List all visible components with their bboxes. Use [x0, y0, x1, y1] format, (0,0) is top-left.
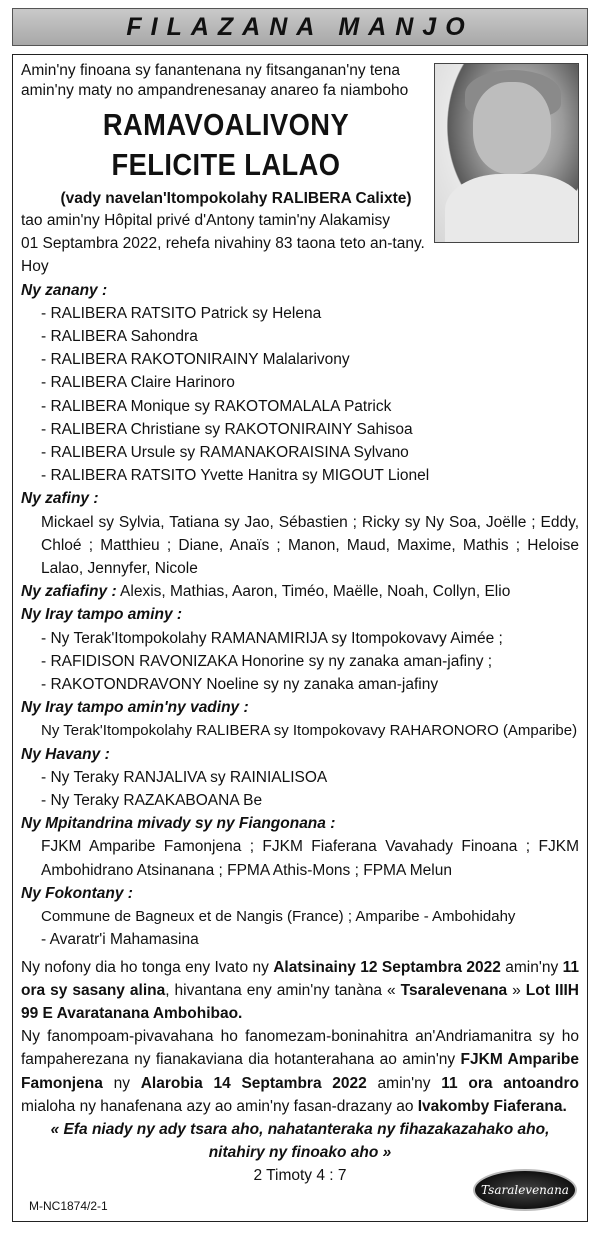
tsaralevenana-logo	[473, 1169, 577, 1211]
list-item: - RALIBERA RAKOTONIRAINY Malalarivony	[41, 351, 350, 369]
service-time: 11 ora antoandro	[441, 1074, 579, 1092]
service-church: FJKM Amparibe Famonjena	[21, 1051, 580, 1092]
arrival-date: Alatsinainy 12 Septambra 2022	[273, 958, 501, 976]
list-item: - RALIBERA Christiane sy RAKOTONIRAINY Sahisoa	[41, 420, 413, 438]
death-line-2: 01 Septambra 2022, rehefa nivahiny 83 taona teto an-tany.	[21, 235, 425, 253]
list-item: - RAKOTONDRAVONY Noeline sy ny zanaka aman-jafiny	[41, 676, 439, 694]
relatives-heading: Ny Havany :	[21, 745, 110, 763]
arrival-paragraph	[21, 956, 579, 1026]
header-title: FILAZANA MANJO	[126, 12, 474, 41]
arrival-text: »	[507, 981, 526, 999]
list-item: - RALIBERA Claire Harinoro	[41, 374, 235, 392]
burial-place: Ivakomby Fiaferana.	[417, 1097, 567, 1115]
list-item: - Ny Teraky RAZAKABOANA Be	[41, 792, 263, 810]
spouse-note: (vady navelan'Itompokolahy RALIBERA Calixte)	[60, 190, 412, 207]
quote-reference: 2 Timoty 4 : 7	[253, 1167, 347, 1185]
spouse-siblings-heading: Ny Iray tampo amin'ny vadiny :	[21, 699, 249, 717]
grandchildren-text: Mickael sy Sylvia, Tatiana sy Jao, Sébastien ; Ricky sy Ny Soa, Joëlle ; Eddy, Chloé ; Matthieu ; Diane, Anaïs ; Manon, Maud, Maxime, Mathis ; Heloise Lalao, Jennyfer, Nicole	[41, 513, 579, 578]
list-item: - RALIBERA RATSITO Patrick sy Helena	[41, 304, 322, 322]
spouse-siblings-text: Ny Terak'Itompokolahy RALIBERA sy Itompokovavy RAHARONORO (Amparibe)	[41, 722, 578, 740]
intro-line-2: amin'ny maty no ampandrenesanay anareo fa niamboho	[21, 82, 409, 99]
list-item: - RALIBERA Monique sy RAKOTOMALALA Patrick	[41, 397, 392, 415]
ad-code: M-NC1874/2-1	[29, 1199, 108, 1213]
header-banner	[12, 8, 588, 46]
service-text: mialoha ny hanafenana azy ao amin'ny fasan-drazany ao	[21, 1097, 418, 1115]
service-text: Ny fanompoam-pivavahana ho fanomezam-boninahitra an'Andriamanitra sy ho fampaherezana ny fianakaviana dia hotanterahana ao amin'ny	[21, 1028, 579, 1069]
community-line-1: Commune de Bagneux et de Nangis (France) ; Amparibe - Ambohidahy	[41, 908, 516, 926]
church-heading: Ny Mpitandrina mivady sy ny Fiangonana :	[21, 815, 336, 833]
list-item: - Ny Terak'Itompokolahy RAMANAMIRIJA sy Itompokovavy Aimée ;	[41, 629, 503, 647]
community-heading: Ny Fokontany :	[21, 884, 133, 902]
arrival-text: amin'ny	[500, 958, 563, 976]
list-item: - RAFIDISON RAVONIZAKA Honorine sy ny zanaka aman-jafiny ;	[41, 652, 493, 670]
arrival-address: Lot IIIH 99 E Avaratanana Ambohibao.	[21, 981, 579, 1022]
intro-text	[21, 61, 431, 101]
grandchildren-heading: Ny zafiny :	[21, 490, 99, 508]
deceased-name-line-1: RAMAVOALIVONY	[102, 107, 350, 142]
quote-line-2: nitahiry ny finoako aho »	[208, 1144, 392, 1162]
great-grandchildren	[21, 580, 579, 603]
death-line-1: tao amin'ny Hôpital privé d'Antony tamin'ny Alakamisy	[21, 212, 390, 229]
service-date: Alarobia 14 Septambra 2022	[140, 1074, 367, 1092]
service-text: ny	[102, 1074, 141, 1092]
arrival-place: Tsaralevenana	[400, 981, 508, 999]
arrival-text: Ny nofony dia ho tonga eny Ivato ny	[21, 958, 274, 976]
logo-text: Tsaralevenana	[481, 1183, 569, 1197]
death-line-3: Hoy	[21, 258, 49, 276]
service-text: amin'ny	[366, 1074, 442, 1092]
community-line-2: - Avaratr'i Mahamasina	[41, 931, 199, 949]
obituary-frame	[12, 54, 588, 1222]
arrival-time: 11 ora sy sasany alina	[21, 958, 579, 999]
great-grandchildren-heading: Ny zafiafiny :	[21, 583, 117, 601]
deceased-photo	[434, 63, 579, 243]
deceased-name-line-2: FELICITE LALAO	[111, 147, 341, 182]
intro-line-1: Amin'ny finoana sy fanantenana ny fitsanganan'ny tena	[21, 62, 401, 79]
service-paragraph	[21, 1025, 579, 1118]
arrival-text: , hivantana eny amin'ny tanàna «	[165, 981, 401, 999]
list-item: - RALIBERA Ursule sy RAMANAKORAISINA Sylvano	[41, 444, 409, 462]
list-item: - Ny Teraky RANJALIVA sy RAINIALISOA	[41, 768, 328, 786]
great-grandchildren-text: Alexis, Mathias, Aaron, Timéo, Maëlle, Noah, Collyn, Elio	[116, 583, 511, 601]
list-item: - RALIBERA Sahondra	[41, 328, 198, 346]
quote-line-1: « Efa niady ny ady tsara aho, nahatanteraka ny fihazakazahako aho,	[50, 1120, 550, 1138]
children-heading: Ny zanany :	[21, 281, 108, 299]
church-text: FJKM Amparibe Famonjena ; FJKM Fiaferana Vavahady Finoana ; FJKM Ambohidrano Atsinanana ; FPMA Athis-Mons ; FPMA Melun	[41, 838, 579, 879]
siblings-heading: Ny Iray tampo aminy :	[21, 606, 183, 624]
list-item: - RALIBERA RATSITO Yvette Hanitra sy MIGOUT Lionel	[41, 467, 430, 485]
